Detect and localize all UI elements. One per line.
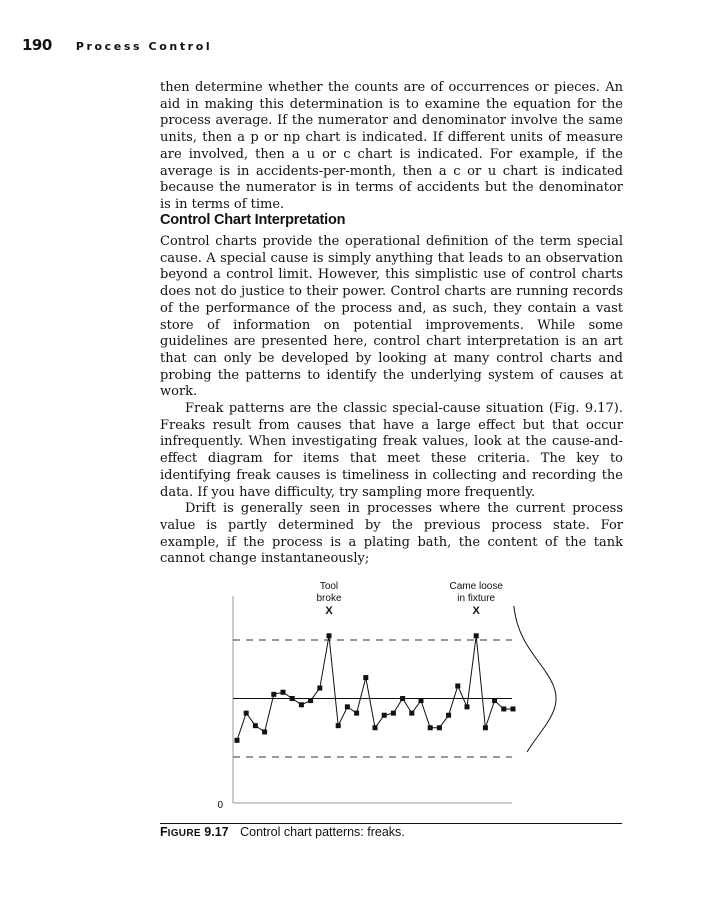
data-point-9 xyxy=(308,698,313,703)
data-point-2 xyxy=(244,711,249,716)
paragraph: Control charts provide the operational definition of the term special cause. A special cause is simply anything that leads to an observation beyond a control limit. However, this simplistic use of control charts does not do justice to their power. Control charts are running records of the performance of the process and, as such, they contain a vast store of information on potential improvements. While some guidelines are presented here, control chart interpretation is an art that can only be developed by looking at many control charts and probing the patterns to identify the underlying system of causes at work. xyxy=(160,234,623,400)
figure-caption xyxy=(160,823,622,839)
data-point-1 xyxy=(235,738,240,743)
page-header xyxy=(22,36,212,56)
data-point-18 xyxy=(391,711,396,716)
data-point-3 xyxy=(253,723,258,728)
control-limits xyxy=(233,640,512,757)
annotation-line1: Tool xyxy=(319,581,339,592)
data-point-21 xyxy=(419,698,424,703)
body-text-top xyxy=(160,80,623,214)
paragraph: Drift is generally seen in processes where the current process value is partly determined by the previous process state. For example, if the process is a plating bath, the content of the tank cannot change instantaneously; xyxy=(160,501,623,567)
data-point-31 xyxy=(511,706,516,711)
data-point-4 xyxy=(262,729,267,734)
data-point-8 xyxy=(299,702,304,707)
annotation-line2: broke xyxy=(316,593,342,604)
data-point-14 xyxy=(354,711,359,716)
data-point-7 xyxy=(290,696,295,701)
distribution-curve xyxy=(514,606,556,752)
data-point-10 xyxy=(317,686,322,691)
data-point-17 xyxy=(382,713,387,718)
data-point-22 xyxy=(428,725,433,730)
data-point-12 xyxy=(336,723,341,728)
data-point-27 xyxy=(474,633,479,638)
body-text-main xyxy=(160,234,623,568)
data-point-16 xyxy=(373,725,378,730)
data-point-5 xyxy=(271,692,276,697)
data-point-30 xyxy=(501,706,506,711)
data-point-29 xyxy=(492,698,497,703)
caption-text: Control chart patterns: freaks. xyxy=(240,825,405,839)
data-point-19 xyxy=(400,696,405,701)
paragraph: then determine whether the counts are of occurrences or pieces. An aid in making this determination is to examine the equation for the process average. If the numerator and denominator involve the same units, then a p or np chart is indicated. If different units of measure are involved, then a u or c chart is indicated. For example, if the average is in accidents-per-month, then a c or u chart is indicated because the numerator is in terms of accidents but the denominator is in terms of time. xyxy=(160,80,623,212)
page-number: 190 xyxy=(22,36,52,54)
data-point-25 xyxy=(455,683,460,688)
normal-curve xyxy=(514,606,556,752)
series-line xyxy=(237,636,513,741)
data-point-13 xyxy=(345,704,350,709)
annotation-line1: Came loose xyxy=(449,581,503,592)
data-point-26 xyxy=(465,704,470,709)
data-point-20 xyxy=(409,711,414,716)
data-point-24 xyxy=(446,713,451,718)
data-point-15 xyxy=(363,675,368,680)
y-tick-label: 0 xyxy=(217,800,223,811)
chart-axes xyxy=(217,596,512,811)
caption-label: FIGURE 9.17 xyxy=(160,825,229,839)
data-point-28 xyxy=(483,725,488,730)
freak-x-mark: X xyxy=(472,605,480,617)
data-point-6 xyxy=(281,690,286,695)
running-title: Process Control xyxy=(75,40,213,53)
data-point-11 xyxy=(327,633,332,638)
section-heading: Control Chart Interpretation xyxy=(160,212,346,228)
annotation-line2: in fixture xyxy=(457,593,496,604)
freak-x-mark: X xyxy=(325,605,333,617)
data-series xyxy=(235,633,516,743)
paragraph: Freak patterns are the classic special-cause situation (Fig. 9.17). Freaks result from causes that have a large effect but that occur infrequently. When investigating freak values, look at the cause-and-effect diagram for items that meet these criteria. The key to identifying freak causes is timeliness in collecting and recording the data. If you have difficulty, try sampling more frequently. xyxy=(160,401,623,500)
annotations xyxy=(316,581,503,617)
data-point-23 xyxy=(437,725,442,730)
